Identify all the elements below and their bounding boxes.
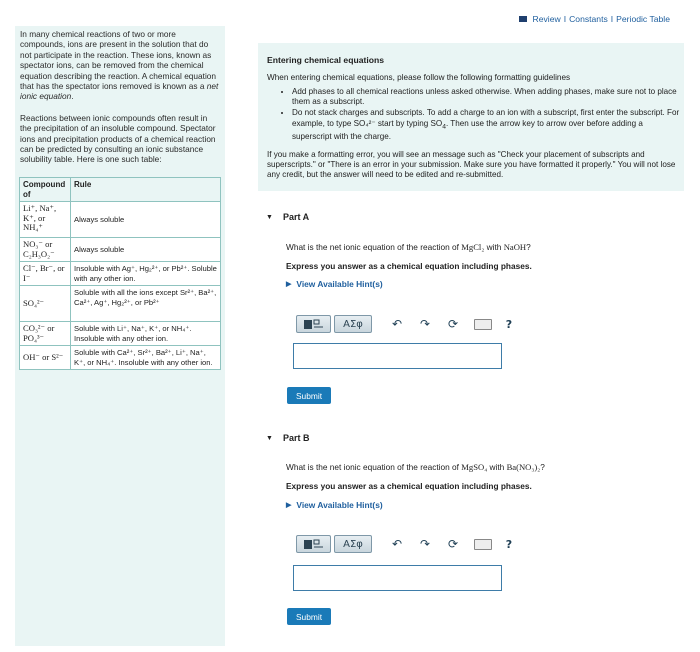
passage-paragraph-2: Reactions between ionic compounds often result in the precipitation of an insoluble compound. Spectator ions and precipitation products of a chemical reaction can be predicted by consulting an ionic substance solubility table. Here is one such table: <box>20 112 216 165</box>
rule-cell: Always soluble <box>71 238 221 262</box>
table-row <box>20 346 221 370</box>
template-icon <box>303 319 325 330</box>
compound-cell: OH⁻ or S²⁻ <box>20 346 71 370</box>
table-row <box>20 238 221 262</box>
part-a-instruction: Express you answer as a chemical equation including phases. <box>286 261 532 271</box>
keyboard-icon[interactable] <box>474 319 492 330</box>
rule-cell: Soluble with Ca²⁺, Sr²⁺, Ba²⁺, Li⁺, Na⁺, K⁺, or NH₄⁺. Insoluble with any other ion. <box>71 346 221 370</box>
compound-cell: CO₃²⁻ or PO₄³⁻ <box>20 322 71 346</box>
help-icon[interactable]: ? <box>505 317 513 331</box>
rule-cell: Soluble with Li⁺, Na⁺, K⁺, or NH₄⁺. Insoluble with any other ion. <box>71 322 221 346</box>
undo-icon[interactable]: ↶ <box>391 537 403 551</box>
part-a-toolbar <box>296 315 520 333</box>
expand-arrow-icon: ▶ <box>286 502 292 509</box>
passage-paragraph-1 <box>15 26 225 102</box>
question-text: ? <box>540 462 545 472</box>
part-b-hint-toggle[interactable] <box>286 500 383 510</box>
compound-cell: SO₄²⁻ <box>20 286 71 322</box>
question-text: with <box>487 462 507 472</box>
review-icon <box>519 16 527 22</box>
reactant-formula: MgCl₂ <box>461 242 485 252</box>
passage-panel <box>15 26 225 646</box>
rule-cell: Soluble with all the ions except Sr²⁺, Ba²⁺, Ca²⁺, Ag⁺, Hg₂²⁺, or Pb²⁺ <box>71 286 221 322</box>
symbols-button[interactable]: AΣφ <box>334 535 372 553</box>
rule-cell: Always soluble <box>71 202 221 238</box>
part-a-header[interactable] <box>266 212 309 222</box>
template-button[interactable] <box>296 535 331 553</box>
expand-arrow-icon: ▶ <box>286 281 292 288</box>
column-header-rule: Rule <box>71 178 221 202</box>
guidelines-note: If you make a formatting error, you will see an message such as "Check your placement of subscripts and superscripts." or "There is an error in your submission. Make sure you have formatted it properly." You will not lose any credit, but the answer will need to be edited and re-submitted. <box>267 150 676 180</box>
table-row <box>20 202 221 238</box>
periodic-table-link[interactable]: Periodic Table <box>616 14 670 24</box>
reset-icon[interactable]: ⟳ <box>447 537 459 551</box>
undo-icon[interactable]: ↶ <box>391 317 403 331</box>
question-text: What is the net ionic equation of the reaction of <box>286 242 462 252</box>
guideline-item <box>292 108 680 142</box>
constants-link[interactable]: Constants <box>569 14 608 24</box>
template-button[interactable] <box>296 315 331 333</box>
top-nav <box>519 14 671 24</box>
compound-cell: NO₃⁻ or C₂H₃O₂⁻ <box>20 238 71 262</box>
part-b-submit-button[interactable]: Submit <box>287 608 331 625</box>
part-b-title: Part B <box>282 433 310 443</box>
part-b-instruction: Express you answer as a chemical equation including phases. <box>286 481 532 491</box>
column-header-compound: Compound of <box>20 178 71 202</box>
net-ionic-term: net ionic equation <box>20 81 219 102</box>
guideline-text: Do not stack charges and subscripts. To add a charge to an ion with a subscript, first enter the subscript. For example, to type SO₄²⁻ start by typing SO <box>292 108 680 128</box>
compound-cell: Cl⁻, Br⁻, or I⁻ <box>20 262 71 286</box>
passage-text: In many chemical reactions of two or more compounds, ions are present in the solution that do not participate in the reaction. These ions, known as spectator ions, can be removed from the chemical equation describing the reaction. A chemical equation that has the spectator ions removed is known as a <box>20 29 217 92</box>
part-a-question <box>286 242 531 252</box>
compound-cell: Li⁺, Na⁺, K⁺, or NH₄⁺ <box>20 202 71 238</box>
question-text: What is the net ionic equation of the reaction of <box>286 462 462 472</box>
hint-label: View Available Hint(s) <box>296 500 383 510</box>
part-b-question <box>286 462 545 472</box>
guidelines-lead: When entering chemical equations, please follow the following formatting guidelines <box>267 73 571 82</box>
reactant-formula: MgSO₄ <box>461 462 488 472</box>
part-a-answer-input[interactable] <box>293 343 502 369</box>
table-row <box>20 286 221 322</box>
reactant-formula: NaOH <box>503 242 527 252</box>
question-text: ? <box>526 242 531 252</box>
part-a-hint-toggle[interactable] <box>286 279 383 289</box>
question-text: with <box>484 242 504 252</box>
nav-separator: I <box>563 14 567 24</box>
redo-icon[interactable]: ↷ <box>419 317 431 331</box>
review-link[interactable]: Review <box>532 14 561 24</box>
part-a-title: Part A <box>282 212 310 222</box>
formatting-guidelines-panel <box>258 43 684 191</box>
guideline-text: . Then use the arrow key to arrow over before adding a superscript with the charge. <box>292 118 643 142</box>
redo-icon[interactable]: ↷ <box>419 537 431 551</box>
keyboard-icon[interactable] <box>474 539 492 550</box>
symbols-button[interactable]: AΣφ <box>334 315 372 333</box>
rule-cell: Insoluble with Ag⁺, Hg₂²⁺, or Pb²⁺. Soluble with any other ion. <box>71 262 221 286</box>
guideline-item: • Add phases to all chemical reactions unless asked otherwise. When adding phases, make sure not to place them as a subscript. <box>292 87 680 107</box>
part-b-toolbar <box>296 535 520 553</box>
table-row <box>20 262 221 286</box>
part-a-submit-button[interactable]: Submit <box>287 387 331 404</box>
reactant-formula: Ba(NO₃)₂ <box>506 462 541 472</box>
collapse-triangle-icon: ▼ <box>266 434 273 442</box>
help-icon[interactable]: ? <box>505 537 513 551</box>
template-icon <box>303 539 325 550</box>
collapse-triangle-icon: ▼ <box>266 213 273 221</box>
table-header <box>20 178 221 202</box>
reset-icon[interactable]: ⟳ <box>447 317 459 331</box>
part-b-header[interactable] <box>266 433 309 443</box>
guidelines-title: Entering chemical equations <box>267 55 384 65</box>
nav-separator: I <box>610 14 614 24</box>
hint-label: View Available Hint(s) <box>296 279 383 289</box>
table-row <box>20 322 221 346</box>
part-b-answer-input[interactable] <box>293 565 502 591</box>
guidelines-list <box>282 87 680 144</box>
passage-text: . <box>71 91 74 102</box>
solubility-table <box>19 177 221 370</box>
guideline-subscript: 4 <box>442 123 446 131</box>
